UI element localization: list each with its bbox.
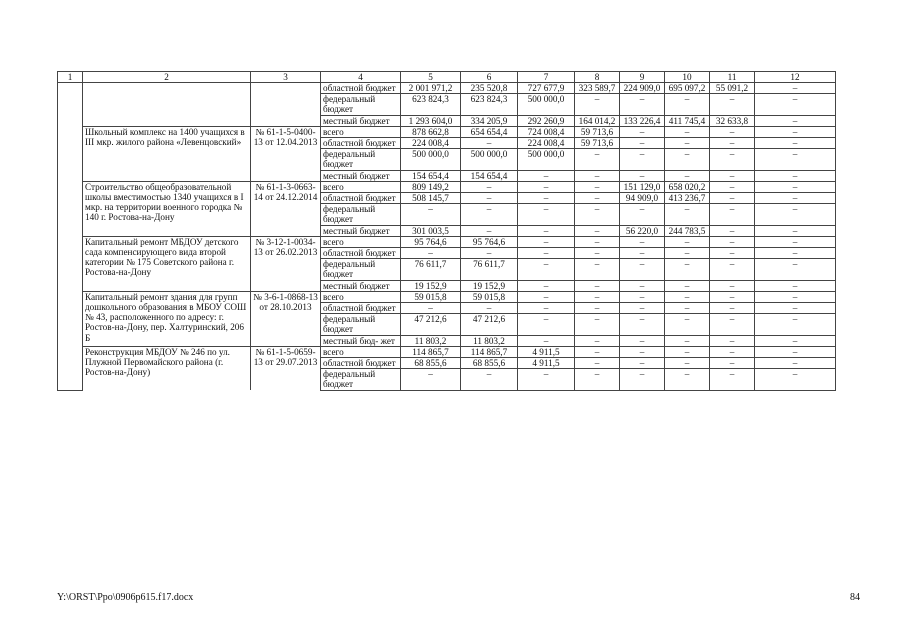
amount-cell: – bbox=[575, 369, 620, 390]
amount-cell: – bbox=[518, 170, 575, 181]
amount-cell: 224 008,4 bbox=[518, 138, 575, 149]
amount-cell: – bbox=[755, 248, 836, 259]
amount-cell: – bbox=[575, 193, 620, 204]
amount-cell: 695 097,2 bbox=[665, 83, 710, 94]
amount-cell: – bbox=[755, 126, 836, 137]
object-name: Реконструкция МБДОУ № 246 по ул. Плужной Первомайского района (г. Ростов-на-Дону) bbox=[83, 346, 251, 390]
amount-cell: 508 145,7 bbox=[401, 193, 461, 204]
amount-cell: 47 212,6 bbox=[401, 314, 461, 335]
column-number: 8 bbox=[575, 72, 620, 83]
amount-cell: 68 855,6 bbox=[461, 358, 518, 369]
amount-cell: – bbox=[755, 346, 836, 357]
amount-cell: – bbox=[461, 225, 518, 236]
amount-cell: – bbox=[755, 149, 836, 170]
funding-source: областной бюджет bbox=[321, 358, 401, 369]
amount-cell: – bbox=[461, 181, 518, 192]
amount-cell: – bbox=[755, 236, 836, 247]
object-name: Капитальный ремонт здания для групп дошкольного образования в МБОУ СОШ № 43, расположенного по адресу: г. Ростов-на-Дону, пер. Халтуринский, 206 Б bbox=[83, 291, 251, 346]
row-index-cell bbox=[58, 181, 83, 192]
amount-cell: 55 091,2 bbox=[710, 83, 755, 94]
amount-cell: – bbox=[755, 314, 836, 335]
funding-source: всего bbox=[321, 236, 401, 247]
amount-cell: – bbox=[710, 346, 755, 357]
amount-cell: – bbox=[665, 314, 710, 335]
amount-cell: – bbox=[755, 138, 836, 149]
funding-source: областной бюджет bbox=[321, 193, 401, 204]
row-index-cell bbox=[58, 335, 83, 346]
amount-cell: – bbox=[755, 358, 836, 369]
amount-cell: – bbox=[665, 138, 710, 149]
amount-cell: 154 654,4 bbox=[461, 170, 518, 181]
amount-cell: – bbox=[665, 236, 710, 247]
row-index-cell bbox=[58, 346, 83, 357]
column-number: 11 bbox=[710, 72, 755, 83]
amount-cell: – bbox=[518, 280, 575, 291]
amount-cell: – bbox=[665, 170, 710, 181]
amount-cell: – bbox=[620, 94, 665, 115]
column-number: 6 bbox=[461, 72, 518, 83]
amount-cell: 500 000,0 bbox=[461, 149, 518, 170]
row-index-cell bbox=[58, 291, 83, 302]
amount-cell: 623 824,3 bbox=[401, 94, 461, 115]
amount-cell: – bbox=[710, 369, 755, 390]
amount-cell: – bbox=[710, 303, 755, 314]
amount-cell: 411 745,4 bbox=[665, 115, 710, 126]
amount-cell: 59 015,8 bbox=[401, 291, 461, 302]
amount-cell: 154 654,4 bbox=[401, 170, 461, 181]
amount-cell: – bbox=[575, 259, 620, 280]
amount-cell: – bbox=[710, 248, 755, 259]
budget-table bbox=[57, 71, 836, 391]
document-number: № 61-1-5-0400-13 от 12.04.2013 bbox=[251, 126, 321, 181]
amount-cell: 500 000,0 bbox=[518, 149, 575, 170]
amount-cell: 19 152,9 bbox=[401, 280, 461, 291]
object-name: Школьный комплекс на 1400 учащихся в III мкр. жилого района «Левенцовский» bbox=[83, 126, 251, 181]
column-number: 5 bbox=[401, 72, 461, 83]
funding-source: всего bbox=[321, 126, 401, 137]
amount-cell: 19 152,9 bbox=[461, 280, 518, 291]
amount-cell: – bbox=[710, 291, 755, 302]
row-index-cell bbox=[58, 204, 83, 225]
amount-cell: 323 589,7 bbox=[575, 83, 620, 94]
object-name: Капитальный ремонт МБДОУ детского сада компенсирующего вида второй категории № 175 Советского района г. Ростова-на-Дону bbox=[83, 236, 251, 291]
page-number: 84 bbox=[850, 592, 860, 603]
amount-cell: 4 911,5 bbox=[518, 358, 575, 369]
amount-cell: 878 662,8 bbox=[401, 126, 461, 137]
amount-cell: – bbox=[620, 248, 665, 259]
row-index-cell bbox=[58, 83, 83, 94]
amount-cell: – bbox=[710, 126, 755, 137]
amount-cell: – bbox=[575, 225, 620, 236]
amount-cell: – bbox=[518, 204, 575, 225]
amount-cell: – bbox=[401, 204, 461, 225]
amount-cell: – bbox=[665, 204, 710, 225]
document-number: № 61-1-3-0663-14 от 24.12.2014 bbox=[251, 181, 321, 236]
column-number: 10 bbox=[665, 72, 710, 83]
amount-cell: – bbox=[665, 94, 710, 115]
amount-cell: – bbox=[575, 280, 620, 291]
amount-cell: – bbox=[755, 303, 836, 314]
funding-source: федеральный бюджет bbox=[321, 204, 401, 225]
amount-cell: – bbox=[518, 335, 575, 346]
amount-cell: – bbox=[755, 170, 836, 181]
amount-cell: 727 677,9 bbox=[518, 83, 575, 94]
column-number: 12 bbox=[755, 72, 836, 83]
column-number: 4 bbox=[321, 72, 401, 83]
amount-cell: 809 149,2 bbox=[401, 181, 461, 192]
amount-cell: – bbox=[755, 193, 836, 204]
amount-cell: – bbox=[575, 303, 620, 314]
amount-cell: – bbox=[620, 149, 665, 170]
funding-source: федеральный бюджет bbox=[321, 369, 401, 390]
amount-cell: – bbox=[665, 126, 710, 137]
amount-cell: – bbox=[518, 225, 575, 236]
amount-cell: – bbox=[575, 181, 620, 192]
amount-cell: – bbox=[518, 236, 575, 247]
amount-cell: – bbox=[755, 280, 836, 291]
amount-cell: – bbox=[518, 369, 575, 390]
amount-cell: 623 824,3 bbox=[461, 94, 518, 115]
amount-cell: 11 803,2 bbox=[401, 335, 461, 346]
amount-cell: – bbox=[755, 259, 836, 280]
amount-cell: 114 865,7 bbox=[461, 346, 518, 357]
amount-cell: – bbox=[575, 314, 620, 335]
amount-cell: – bbox=[620, 358, 665, 369]
amount-cell: 56 220,0 bbox=[620, 225, 665, 236]
amount-cell: – bbox=[665, 291, 710, 302]
amount-cell: – bbox=[518, 248, 575, 259]
amount-cell: – bbox=[755, 83, 836, 94]
funding-source: всего bbox=[321, 181, 401, 192]
document-number: № 3-12-1-0034-13 от 26.02.2013 bbox=[251, 236, 321, 291]
amount-cell: 68 855,6 bbox=[401, 358, 461, 369]
amount-cell: 1 293 604,0 bbox=[401, 115, 461, 126]
amount-cell: 151 129,0 bbox=[620, 181, 665, 192]
table-row bbox=[58, 346, 836, 357]
funding-source: областной бюджет bbox=[321, 138, 401, 149]
row-index-cell bbox=[58, 225, 83, 236]
amount-cell: 235 520,8 bbox=[461, 83, 518, 94]
row-index-cell bbox=[58, 138, 83, 149]
funding-source: областной бюджет bbox=[321, 83, 401, 94]
amount-cell: – bbox=[710, 358, 755, 369]
table-row bbox=[58, 83, 836, 94]
amount-cell: – bbox=[620, 236, 665, 247]
object-name: Строительство общеобразовательной школы вместимостью 1340 учащихся в I мкр. на территории военного городка № 140 г. Ростова-на-Дону bbox=[83, 181, 251, 236]
amount-cell: 11 803,2 bbox=[461, 335, 518, 346]
column-number: 7 bbox=[518, 72, 575, 83]
funding-source: местный бюджет bbox=[321, 280, 401, 291]
row-index-cell bbox=[58, 259, 83, 280]
amount-cell: – bbox=[575, 346, 620, 357]
amount-cell: – bbox=[665, 280, 710, 291]
amount-cell: – bbox=[755, 369, 836, 390]
amount-cell: – bbox=[575, 204, 620, 225]
amount-cell: 224 909,0 bbox=[620, 83, 665, 94]
amount-cell: 94 909,0 bbox=[620, 193, 665, 204]
row-index-cell bbox=[58, 280, 83, 291]
amount-cell: – bbox=[665, 149, 710, 170]
amount-cell: – bbox=[620, 303, 665, 314]
row-index-cell bbox=[58, 248, 83, 259]
amount-cell: – bbox=[620, 138, 665, 149]
amount-cell: – bbox=[575, 236, 620, 247]
amount-cell: – bbox=[575, 149, 620, 170]
amount-cell: 59 015,8 bbox=[461, 291, 518, 302]
amount-cell: – bbox=[665, 358, 710, 369]
amount-cell: – bbox=[575, 358, 620, 369]
column-number: 9 bbox=[620, 72, 665, 83]
amount-cell: – bbox=[575, 335, 620, 346]
amount-cell: 95 764,6 bbox=[401, 236, 461, 247]
row-index-cell bbox=[58, 193, 83, 204]
row-index-cell bbox=[58, 303, 83, 314]
funding-source: федеральный бюджет bbox=[321, 94, 401, 115]
funding-source: областной бюджет bbox=[321, 248, 401, 259]
amount-cell: – bbox=[620, 346, 665, 357]
amount-cell: – bbox=[575, 94, 620, 115]
amount-cell: 95 764,6 bbox=[461, 236, 518, 247]
row-index-cell bbox=[58, 314, 83, 335]
amount-cell: – bbox=[518, 259, 575, 280]
amount-cell: 292 260,9 bbox=[518, 115, 575, 126]
amount-cell: – bbox=[401, 303, 461, 314]
amount-cell: 59 713,6 bbox=[575, 126, 620, 137]
row-index-cell bbox=[58, 149, 83, 170]
amount-cell: – bbox=[755, 115, 836, 126]
amount-cell: – bbox=[710, 170, 755, 181]
amount-cell: – bbox=[710, 204, 755, 225]
amount-cell: – bbox=[665, 369, 710, 390]
amount-cell: – bbox=[755, 335, 836, 346]
amount-cell: – bbox=[461, 204, 518, 225]
amount-cell: – bbox=[518, 291, 575, 302]
amount-cell: – bbox=[665, 248, 710, 259]
amount-cell: – bbox=[710, 181, 755, 192]
row-index-cell bbox=[58, 94, 83, 115]
amount-cell: 334 205,9 bbox=[461, 115, 518, 126]
amount-cell: – bbox=[755, 225, 836, 236]
amount-cell: – bbox=[755, 291, 836, 302]
amount-cell: – bbox=[401, 369, 461, 390]
amount-cell: – bbox=[620, 369, 665, 390]
column-number: 2 bbox=[83, 72, 251, 83]
amount-cell: – bbox=[710, 259, 755, 280]
column-number-row bbox=[58, 72, 836, 83]
amount-cell: 76 611,7 bbox=[401, 259, 461, 280]
amount-cell: 133 226,4 bbox=[620, 115, 665, 126]
document-number bbox=[251, 83, 321, 127]
amount-cell: – bbox=[461, 369, 518, 390]
amount-cell: – bbox=[620, 314, 665, 335]
amount-cell: – bbox=[461, 303, 518, 314]
amount-cell: – bbox=[620, 335, 665, 346]
object-name bbox=[83, 83, 251, 127]
amount-cell: – bbox=[461, 193, 518, 204]
amount-cell: – bbox=[518, 193, 575, 204]
funding-source: местный бюд- жет bbox=[321, 335, 401, 346]
amount-cell: – bbox=[710, 94, 755, 115]
funding-source: федеральный бюджет bbox=[321, 259, 401, 280]
amount-cell: 32 633,8 bbox=[710, 115, 755, 126]
amount-cell: – bbox=[518, 303, 575, 314]
amount-cell: – bbox=[710, 280, 755, 291]
amount-cell: 724 008,4 bbox=[518, 126, 575, 137]
amount-cell: – bbox=[461, 138, 518, 149]
funding-source: федеральный бюджет bbox=[321, 314, 401, 335]
amount-cell: – bbox=[710, 225, 755, 236]
amount-cell: 244 783,5 bbox=[665, 225, 710, 236]
amount-cell: – bbox=[710, 138, 755, 149]
amount-cell: 224 008,4 bbox=[401, 138, 461, 149]
amount-cell: 500 000,0 bbox=[518, 94, 575, 115]
amount-cell: – bbox=[710, 314, 755, 335]
amount-cell: – bbox=[401, 248, 461, 259]
amount-cell: – bbox=[710, 335, 755, 346]
column-number: 3 bbox=[251, 72, 321, 83]
amount-cell: – bbox=[620, 291, 665, 302]
document-number: № 3-6-1-0868-13 от 28.10.2013 bbox=[251, 291, 321, 346]
row-index-cell bbox=[58, 369, 83, 390]
amount-cell: 2 001 971,2 bbox=[401, 83, 461, 94]
amount-cell: 164 014,2 bbox=[575, 115, 620, 126]
row-index-cell bbox=[58, 126, 83, 137]
amount-cell: – bbox=[755, 94, 836, 115]
amount-cell: 47 212,6 bbox=[461, 314, 518, 335]
funding-source: местный бюджет bbox=[321, 225, 401, 236]
funding-source: всего bbox=[321, 291, 401, 302]
amount-cell: 59 713,6 bbox=[575, 138, 620, 149]
amount-cell: 654 654,4 bbox=[461, 126, 518, 137]
amount-cell: – bbox=[461, 248, 518, 259]
amount-cell: – bbox=[620, 170, 665, 181]
amount-cell: – bbox=[575, 291, 620, 302]
funding-source: областной бюджет bbox=[321, 303, 401, 314]
funding-source: всего bbox=[321, 346, 401, 357]
amount-cell: – bbox=[620, 204, 665, 225]
amount-cell: – bbox=[755, 181, 836, 192]
column-number: 1 bbox=[58, 72, 83, 83]
amount-cell: – bbox=[665, 335, 710, 346]
file-path: Y:\ORST\Ppo\0906p615.f17.docx bbox=[57, 592, 194, 603]
amount-cell: – bbox=[665, 303, 710, 314]
amount-cell: – bbox=[620, 126, 665, 137]
amount-cell: – bbox=[620, 280, 665, 291]
amount-cell: – bbox=[755, 204, 836, 225]
row-index-cell bbox=[58, 358, 83, 369]
amount-cell: – bbox=[620, 259, 665, 280]
amount-cell: – bbox=[518, 314, 575, 335]
amount-cell: – bbox=[575, 170, 620, 181]
amount-cell: 658 020,2 bbox=[665, 181, 710, 192]
row-index-cell bbox=[58, 236, 83, 247]
funding-source: местный бюджет bbox=[321, 115, 401, 126]
table-row bbox=[58, 236, 836, 247]
amount-cell: 114 865,7 bbox=[401, 346, 461, 357]
amount-cell: – bbox=[665, 259, 710, 280]
amount-cell: 76 611,7 bbox=[461, 259, 518, 280]
document-number: № 61-1-5-0659-13 от 29.07.2013 bbox=[251, 346, 321, 390]
amount-cell: – bbox=[710, 149, 755, 170]
funding-source: местный бюджет bbox=[321, 170, 401, 181]
amount-cell: – bbox=[710, 193, 755, 204]
table-row bbox=[58, 126, 836, 137]
amount-cell: 500 000,0 bbox=[401, 149, 461, 170]
row-index-cell bbox=[58, 115, 83, 126]
amount-cell: 4 911,5 bbox=[518, 346, 575, 357]
amount-cell: 413 236,7 bbox=[665, 193, 710, 204]
table-row bbox=[58, 291, 836, 302]
amount-cell: – bbox=[665, 346, 710, 357]
funding-source: федеральный бюджет bbox=[321, 149, 401, 170]
amount-cell: – bbox=[575, 248, 620, 259]
table-row bbox=[58, 181, 836, 192]
amount-cell: 301 003,5 bbox=[401, 225, 461, 236]
amount-cell: – bbox=[710, 236, 755, 247]
amount-cell: – bbox=[518, 181, 575, 192]
row-index-cell bbox=[58, 170, 83, 181]
